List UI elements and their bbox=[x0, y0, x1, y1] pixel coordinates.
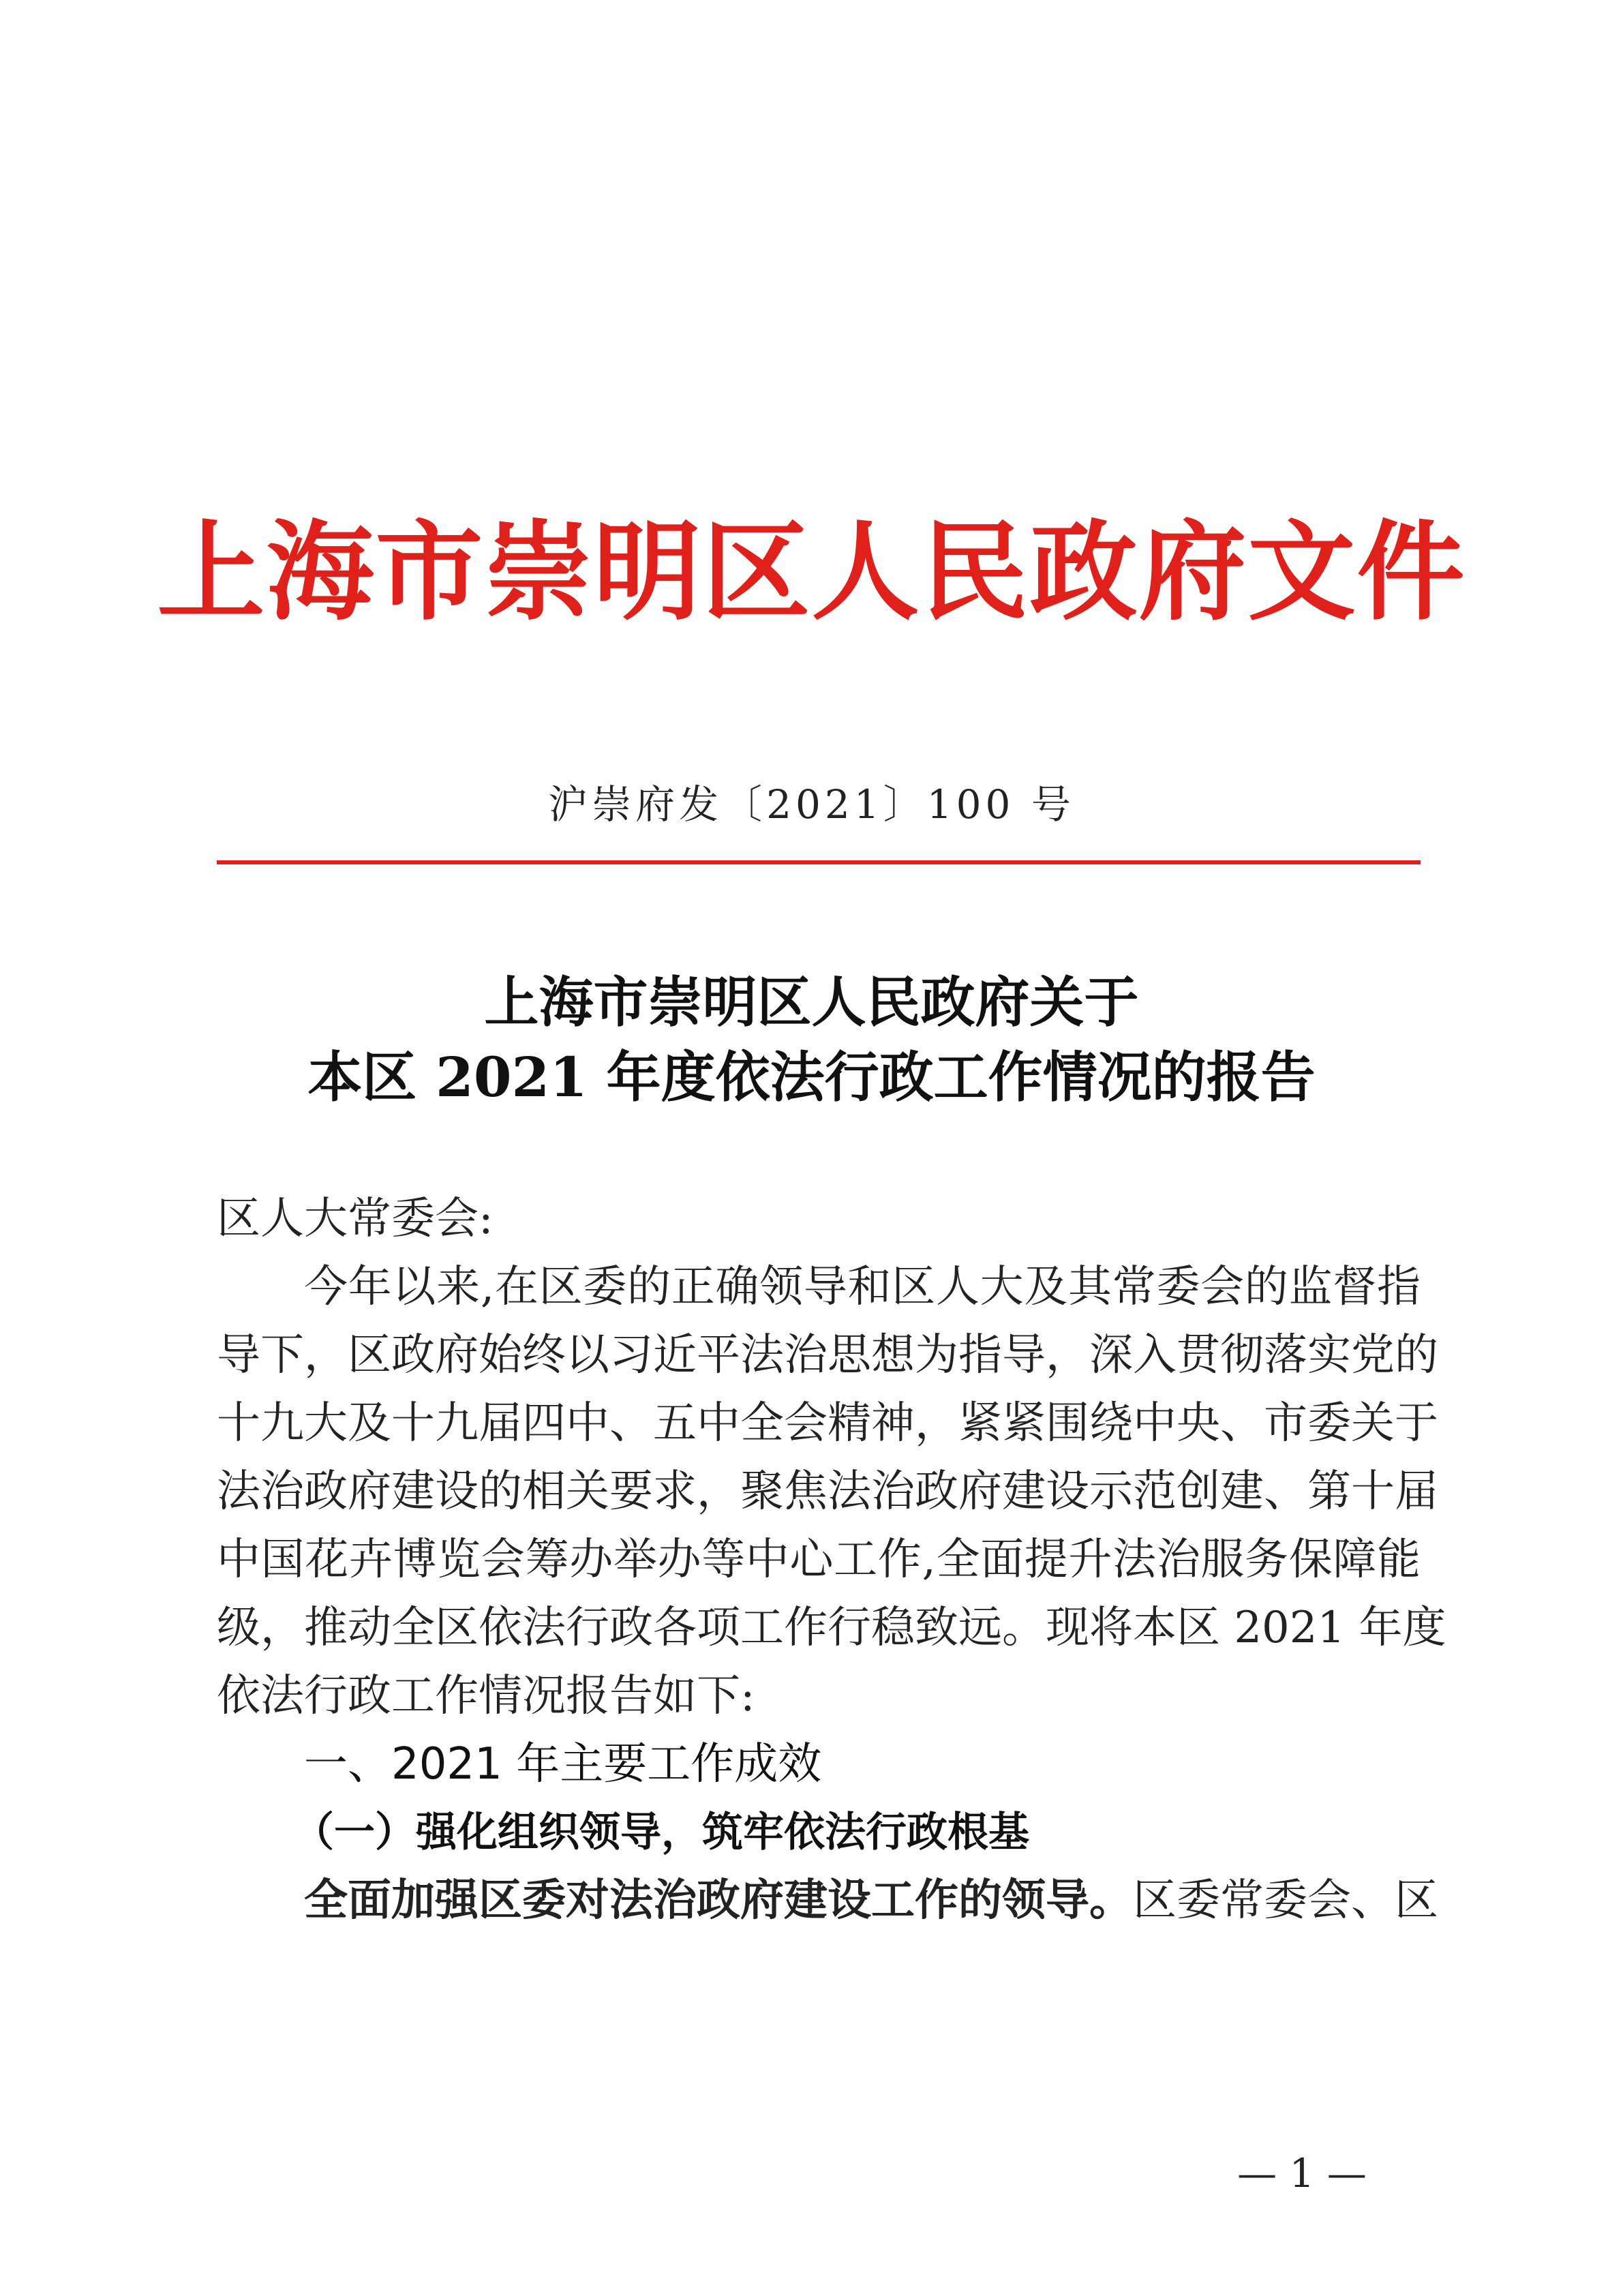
page-number: — 1 — bbox=[1237, 2150, 1367, 2196]
paragraph-line: 中国花卉博览会筹办举办等中心工作,全面提升法治服务保障能 bbox=[217, 1535, 1421, 1585]
paragraph-line: 法治政府建设的相关要求，聚焦法治政府建设示范创建、第十届 bbox=[217, 1466, 1438, 1517]
report-title-line-2: 本区 2021 年度依法行政工作情况的报告 bbox=[307, 1045, 1316, 1109]
paragraph-line: 十九大及十九届四中、五中全会精神，紧紧围绕中央、市委关于 bbox=[217, 1398, 1438, 1449]
subsection-heading: （一）强化组织领导，筑牢依法行政根基 bbox=[293, 1809, 1029, 1856]
regular-text: 区委常委会、区 bbox=[1133, 1875, 1438, 1926]
paragraph-line: 导下，区政府始终以习近平法治思想为指导，深入贯彻落实党的 bbox=[217, 1330, 1438, 1380]
masthead-title: 上海市崇明区人民政府文件 bbox=[157, 509, 1466, 635]
paragraph-line-bold-lead bbox=[304, 1867, 1438, 1935]
document-number: 沪崇府发〔2021〕100 号 bbox=[548, 781, 1075, 828]
bold-lead-text: 全面加强区委对法治政府建设工作的领导。 bbox=[304, 1875, 1133, 1926]
report-title-line-1: 上海市崇明区人民政府关于 bbox=[484, 970, 1139, 1034]
section-heading: 一、2021 年主要工作成效 bbox=[304, 1739, 822, 1789]
paragraph-line: 今年以来,在区委的正确领导和区人大及其常委会的监督指 bbox=[304, 1262, 1421, 1312]
salutation: 区人大常委会: bbox=[217, 1194, 494, 1244]
paragraph-line: 依法行政工作情况报告如下: bbox=[217, 1671, 755, 1721]
paragraph-line: 级，推动全区依法行政各项工作行稳致远。现将本区 2021 年度 bbox=[217, 1603, 1446, 1653]
red-divider-line bbox=[217, 860, 1421, 864]
